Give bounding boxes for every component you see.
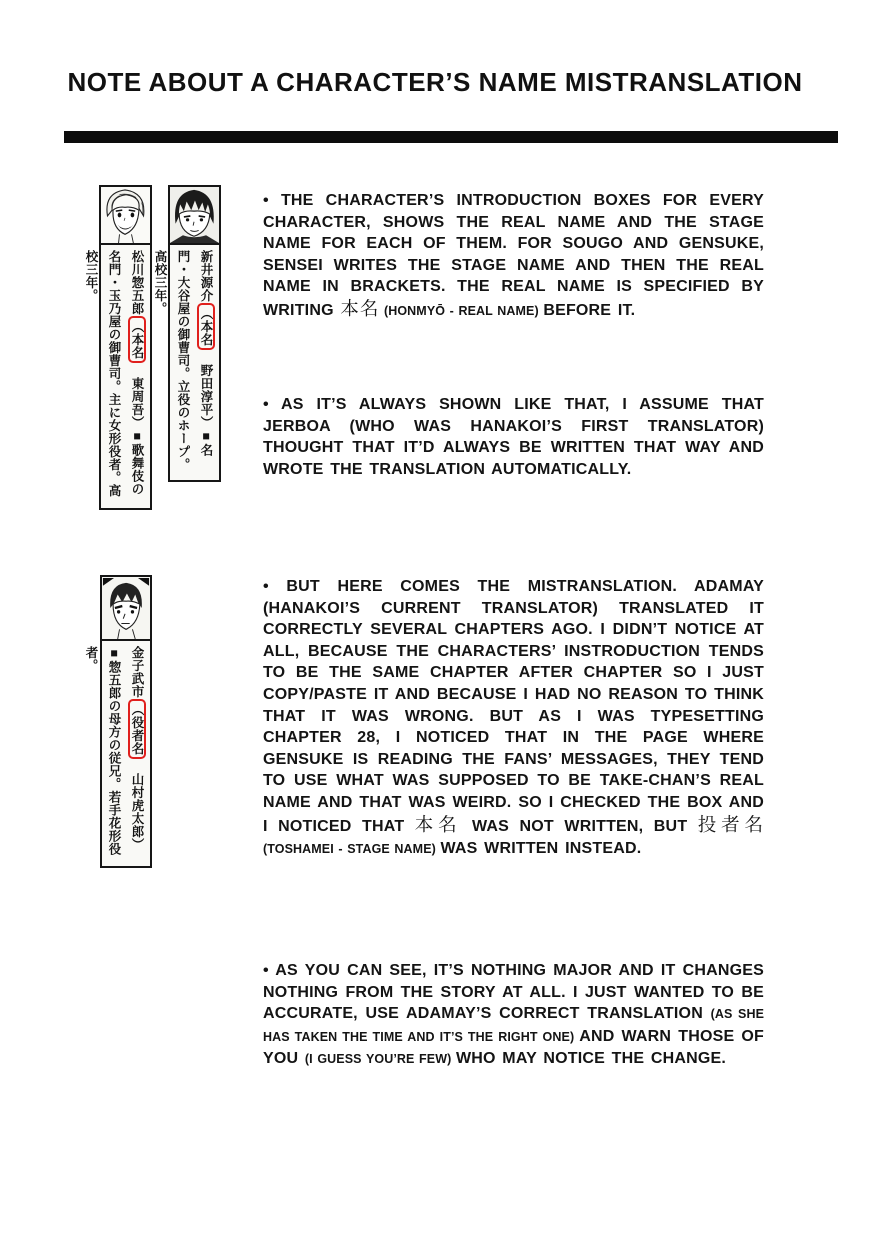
short-haired-character-portrait-icon: [102, 577, 150, 639]
character-intro-box-kaneko: [84, 575, 152, 868]
paragraph-mistranslation-details: • BUT HERE COMES THE MISTRANSLATION. ADAMAY (HANAKOI’S CURRENT TRANSLATOR) TRANSLATED IT CORRECTLY SEVERAL CHAPTERS AGO. I DIDN’T NOTICE AT ALL, BECAUSE THE CHARACTERS’ INSTRODUCTION TENDS TO BE THE SAME CHAPTER AFTER CHAPTER SO I JUST COPY/PASTE IT AND BECAUSE I HAD NO REASON TO THINK THAT IT WAS WRONG. BUT AS I WAS TYPESETTING CHAPTER 28, I NOTICED THAT IN THE PAGE WHERE GENSUKE IS READING THE FANS’ MESSAGES, THEY TEND TO USE WHAT WAS SUPPOSED TO BE TAKE-CHAN’S REAL NAME AND THAT WAS WEIRD. SO I CHECKED THE BOX AND I NOTICED THAT 本名 WAS NOT WRITTEN, BUT 投者名 (TOSHAMEI - STAGE NAME) WAS WRITTEN INSTEAD.: [263, 578, 764, 858]
paragraph-jerboa-assumption: • AS IT’S ALWAYS SHOWN LIKE THAT, I ASSUME THAT JERBOA (WHO WAS HANAKOI’S FIRST TRANSLATOR) THOUGHT THAT IT’D ALWAYS BE WRITTEN THAT WAY AND WROTE THE TRANSLATION AUTOMATICALLY.: [263, 396, 764, 478]
red-name-label-box: （本名: [197, 303, 215, 350]
character-intro-box-arai: [153, 185, 221, 482]
smiling-character-portrait-icon: [101, 187, 150, 243]
character-intro-text-kaneko: 金子武市（役者名 山村虎太郎）■惣五郎の母方の従兄。若手花形役者。: [84, 646, 144, 856]
red-name-label-box: （役者名: [128, 699, 146, 759]
character-intro-text-arai: 新井源介（本名 野田淳平）■名門・大谷屋の御曹司。立役のホープ。高校三年。: [153, 250, 213, 471]
paragraph-conclusion: • AS YOU CAN SEE, IT’S NOTHING MAJOR AND IT CHANGES NOTHING FROM THE STORY AT ALL. I JUST WANTED TO BE ACCURATE, USE ADAMAY’S CORRECT TRANSLATION (AS SHE HAS TAKEN THE TIME AND IT’S THE RIGHT ONE) AND WARN THOSE OF YOU (I GUESS YOU’RE FEW) WHO MAY NOTICE THE CHANGE.: [263, 962, 765, 1068]
page-title: NOTE ABOUT A CHARACTER’S NAME MISTRANSLATION: [67, 67, 803, 97]
red-name-label-box: （本名: [128, 316, 146, 363]
portrait-arai: [170, 187, 219, 245]
character-intro-box-matsukawa: [84, 185, 152, 510]
portrait-matsukawa: [101, 187, 150, 245]
paragraph-intro-boxes: • THE CHARACTER’S INTRODUCTION BOXES FOR EVERY CHARACTER, SHOWS THE REAL NAME AND THE STAGE NAME FOR EACH OF THEM. FOR SOUGO AND GENSUKE, SENSEI WRITES THE STAGE NAME AND THEN THE REAL NAME IN BRACKETS. THE REAL NAME IS SPECIFIED BY WRITING 本名 (HONMYŌ - REAL NAME) BEFORE IT.: [263, 192, 764, 319]
dark-haired-character-portrait-icon: [170, 187, 219, 243]
portrait-kaneko: [102, 577, 150, 641]
divider-bar: [64, 131, 838, 143]
character-intro-text-matsukawa: 松川惣五郎（本名 東周吾）■歌舞伎の名門・玉乃屋の御曹司。主に女形役者。高校三年。: [84, 250, 144, 497]
